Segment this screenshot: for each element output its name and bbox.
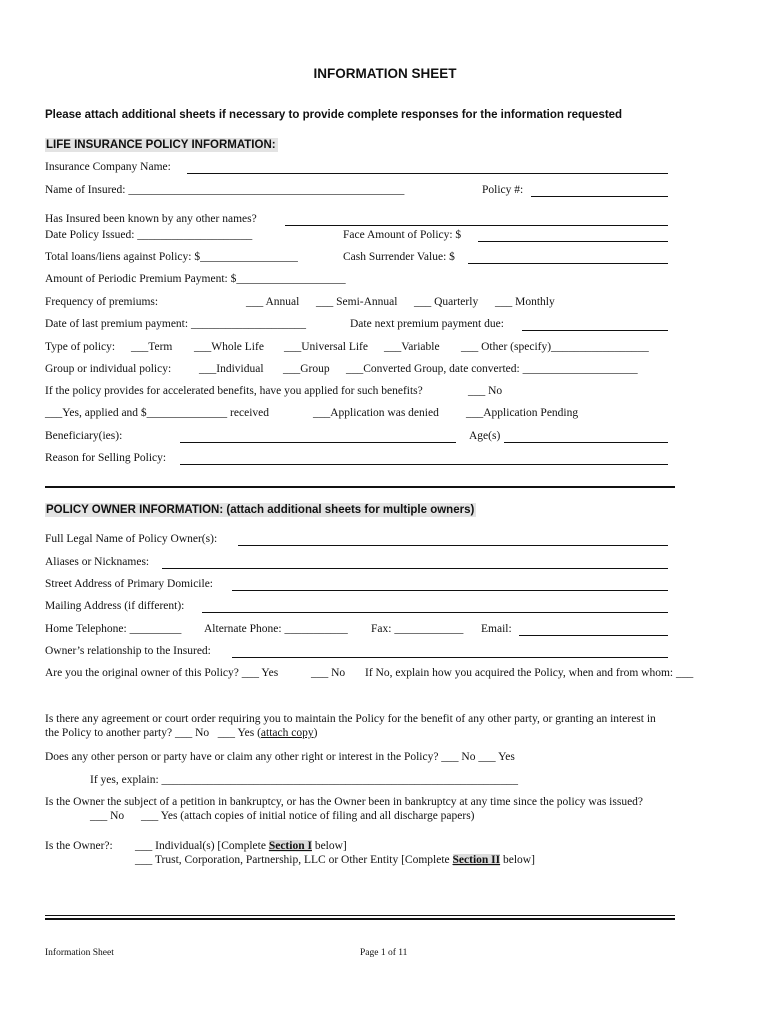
page-title: INFORMATION SHEET	[313, 66, 457, 81]
name-insured-label: Name of Insured: ________________________________________________	[45, 184, 405, 196]
policy-type-whole-life-option[interactable]: ___Whole Life	[194, 341, 264, 353]
email-field[interactable]	[519, 635, 668, 636]
owner-full-name-field[interactable]	[238, 545, 668, 546]
fax-label: Fax: ____________	[371, 623, 464, 635]
frequency-quarterly-option[interactable]: ___ Quarterly	[414, 296, 479, 308]
life-section-header: LIFE INSURANCE POLICY INFORMATION:	[46, 139, 276, 151]
last-premium-label: Date of last premium payment: ____________________	[45, 318, 306, 330]
reason-selling-field[interactable]	[180, 464, 668, 465]
relationship-label: Owner’s relationship to the Insured:	[45, 645, 211, 657]
beneficiary-label: Beneficiary(ies):	[45, 430, 123, 442]
footer-page-number: Page 1 of 11	[360, 948, 408, 958]
application-denied-option[interactable]: ___Application was denied	[313, 407, 439, 419]
footer-document-name: Information Sheet	[45, 948, 114, 958]
agreement-close-paren: )	[313, 727, 318, 739]
original-owner-question: Are you the original owner of this Policy? ___ Yes	[45, 667, 279, 679]
bottom-rule-top	[45, 915, 675, 916]
policy-type-universal-option[interactable]: ___Universal Life	[284, 341, 368, 353]
accelerated-yes-option[interactable]: ___Yes, applied and $______________ received	[45, 407, 270, 419]
bottom-rule-bottom	[45, 918, 675, 920]
date-issued-label: Date Policy Issued: ____________________	[45, 229, 253, 241]
street-address-label: Street Address of Primary Domicile:	[45, 578, 213, 590]
entity-owner-option[interactable]	[135, 854, 535, 866]
agreement-question-line1: Is there any agreement or court order requiring you to maintain the Policy for the benefit of any other party, or granting an interest in	[45, 713, 656, 725]
policy-number-label: Policy #:	[482, 184, 524, 196]
other-right-question: Does any other person or party have or claim any other right or interest in the Policy? ___ No ___ Yes	[45, 751, 515, 763]
beneficiary-field[interactable]	[180, 442, 456, 443]
street-address-field[interactable]	[232, 590, 668, 591]
other-names-field[interactable]	[285, 225, 668, 226]
is-owner-label: Is the Owner?:	[45, 840, 113, 852]
next-premium-field[interactable]	[522, 330, 668, 331]
ages-field[interactable]	[504, 442, 668, 443]
group-individual-label: Group or individual policy:	[45, 363, 172, 375]
mailing-address-label: Mailing Address (if different):	[45, 600, 185, 612]
bankruptcy-yes-option[interactable]: ___ Yes (attach copies of initial notice of filing and all discharge papers)	[141, 810, 475, 822]
policy-type-other-option[interactable]: ___ Other (specify)_________________	[461, 341, 649, 353]
section-divider	[45, 486, 675, 488]
cash-surrender-label: Cash Surrender Value: $	[343, 251, 455, 263]
mailing-address-field[interactable]	[202, 612, 668, 613]
aliases-label: Aliases or Nicknames:	[45, 556, 150, 568]
owner-section-header: POLICY OWNER INFORMATION: (attach additional sheets for multiple owners)	[46, 504, 475, 516]
email-label: Email:	[481, 623, 512, 635]
insurance-company-label: Insurance Company Name:	[45, 161, 171, 173]
ages-label: Age(s)	[469, 430, 501, 442]
entity-option-text: ___ Trust, Corporation, Partnership, LLC or Other Entity [Complete	[135, 854, 453, 866]
next-premium-label: Date next premium payment due:	[350, 318, 504, 330]
reason-selling-label: Reason for Selling Policy:	[45, 452, 167, 464]
group-option[interactable]: ___Group	[283, 363, 330, 375]
home-telephone-label: Home Telephone: _________	[45, 623, 182, 635]
individual-option-text: ___ Individual(s) [Complete	[135, 840, 269, 852]
face-amount-label: Face Amount of Policy: $	[343, 229, 462, 241]
converted-group-option[interactable]: ___Converted Group, date converted: ____________________	[346, 363, 638, 375]
agreement-yes-option[interactable]: ___ Yes (	[217, 727, 261, 739]
insurance-company-field[interactable]	[187, 173, 668, 174]
individual-option[interactable]: ___Individual	[199, 363, 264, 375]
owner-full-name-label: Full Legal Name of Policy Owner(s):	[45, 533, 218, 545]
frequency-annual-option[interactable]: ___ Annual	[246, 296, 300, 308]
cash-surrender-field[interactable]	[468, 263, 668, 264]
aliases-field[interactable]	[162, 568, 668, 569]
individual-option-suffix: below]	[311, 840, 347, 852]
instructions-note: Please attach additional sheets if necessary to provide complete responses for the information requested	[45, 109, 623, 121]
face-amount-field[interactable]	[478, 241, 668, 242]
policy-type-term-option[interactable]: ___Term	[131, 341, 173, 353]
accelerated-benefits-question: If the policy provides for accelerated benefits, have you applied for such benefits?	[45, 385, 423, 397]
frequency-label: Frequency of premiums:	[45, 296, 159, 308]
accelerated-no-option[interactable]: ___ No	[468, 385, 503, 397]
frequency-monthly-option[interactable]: ___ Monthly	[495, 296, 555, 308]
bankruptcy-no-option[interactable]: ___ No	[90, 810, 125, 822]
original-owner-explain: If No, explain how you acquired the Policy, when and from whom: ___	[365, 667, 694, 679]
policy-type-variable-option[interactable]: ___Variable	[384, 341, 440, 353]
total-loans-label: Total loans/liens against Policy: $_________________	[45, 251, 298, 263]
relationship-field[interactable]	[232, 657, 668, 658]
frequency-semiannual-option[interactable]: ___ Semi-Annual	[316, 296, 398, 308]
if-yes-explain-label: If yes, explain: ______________________________________________________________	[90, 774, 519, 786]
section-i-link: Section I	[268, 840, 312, 852]
agreement-question-line2	[45, 727, 317, 739]
alternate-phone-label: Alternate Phone: ___________	[204, 623, 348, 635]
other-names-label: Has Insured been known by any other names?	[45, 213, 257, 225]
agreement-no-option[interactable]: the Policy to another party? ___ No	[45, 727, 210, 739]
policy-type-label: Type of policy:	[45, 341, 116, 353]
attach-copy-note: attach copy	[260, 727, 314, 739]
policy-number-field[interactable]	[531, 196, 668, 197]
section-ii-link: Section II	[452, 854, 501, 866]
bankruptcy-question: Is the Owner the subject of a petition in bankruptcy, or has the Owner been in bankruptcy at any time since the policy was issued?	[45, 796, 644, 808]
original-owner-no-option[interactable]: ___ No	[311, 667, 346, 679]
periodic-premium-label: Amount of Periodic Premium Payment: $___________________	[45, 273, 346, 285]
application-pending-option[interactable]: ___Application Pending	[466, 407, 579, 419]
individual-owner-option[interactable]	[135, 840, 347, 852]
entity-option-suffix: below]	[500, 854, 535, 866]
